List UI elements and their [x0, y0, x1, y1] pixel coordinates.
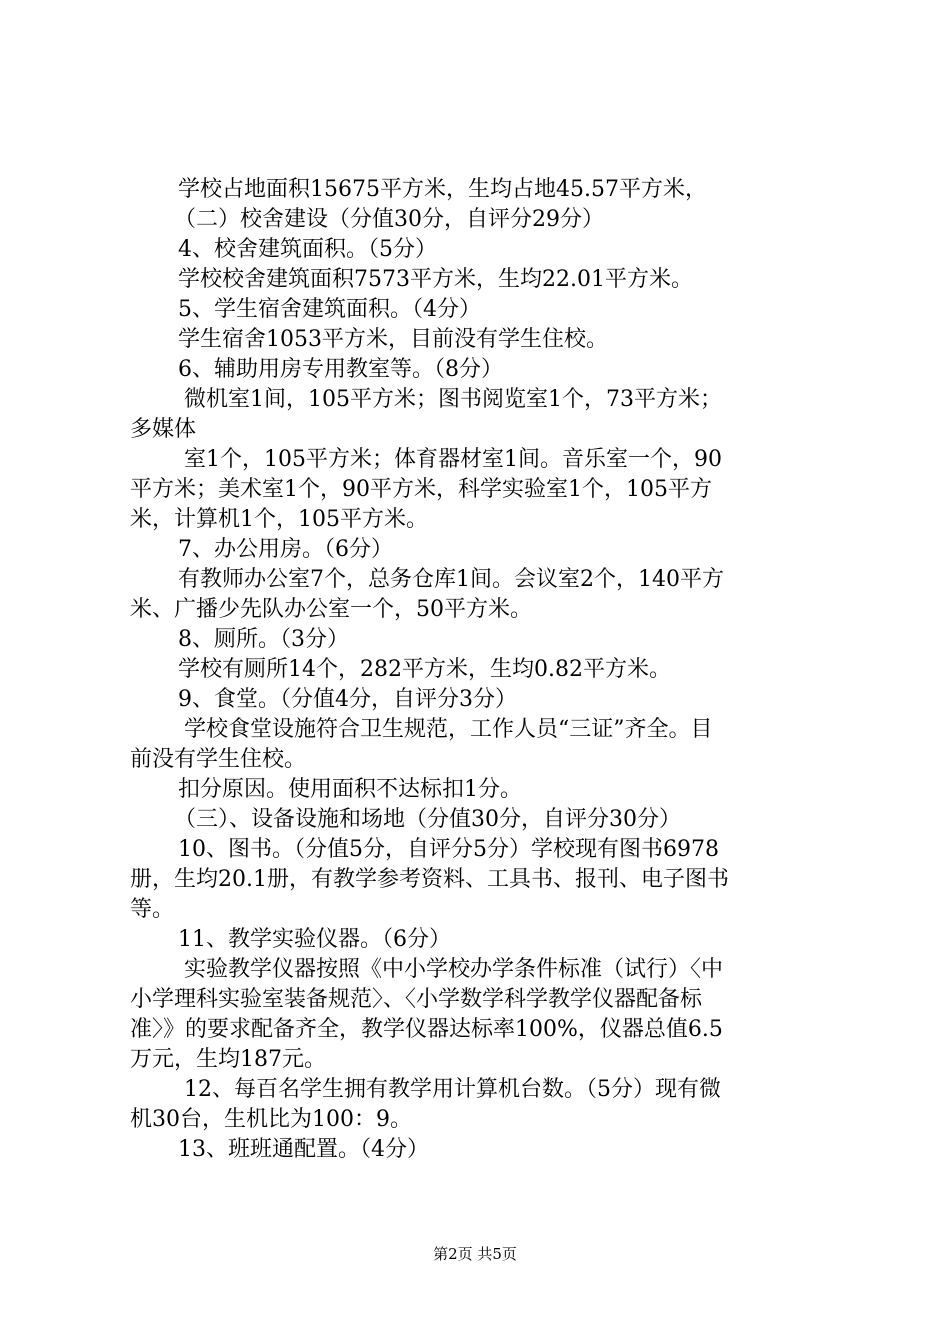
paragraph-line: 学校有厕所14个，282平方米，生均0.82平方米。	[178, 657, 671, 682]
paragraph-line: 前没有学生住校。	[130, 747, 307, 772]
paragraph-line: 学校食堂设施符合卫生规范，工作人员“三证”齐全。目	[184, 717, 713, 742]
item-heading: 12、每百名学生拥有教学用计算机台数。（5分）现有微	[184, 1077, 721, 1102]
item-heading: 6、辅助用房专用教室等。（8分）	[178, 357, 503, 382]
paragraph-line: 米、广播少先队办公室一个，50平方米。	[130, 597, 532, 622]
section-heading: （三）、设备设施和场地（分值30分，自评分30分）	[174, 807, 681, 832]
paragraph-line: 万元，生均187元。	[130, 1047, 326, 1072]
item-heading: 10、图书。（分值5分，自评分5分）学校现有图书6978	[178, 837, 719, 862]
paragraph-line: 准〉》的要求配备齐全，教学仪器达标率100%，仪器总值6.5	[130, 1017, 723, 1042]
item-heading: 9、食堂。（分值4分，自评分3分）	[178, 687, 517, 712]
paragraph-line: 多媒体	[130, 417, 197, 442]
paragraph-line: 学校占地面积15675平方米，生均占地45.57平方米，	[178, 177, 707, 202]
paragraph-line: 学校校舍建筑面积7573平方米，生均22.01平方米。	[178, 267, 693, 292]
paragraph-line: 等。	[130, 897, 175, 922]
section-heading: （二）校舍建设（分值30分，自评分29分）	[174, 207, 604, 232]
paragraph-line: 实验教学仪器按照《中小学校办学条件标准（试行）〈中	[184, 957, 724, 982]
paragraph-line: 机30台，生机比为100：9。	[130, 1107, 412, 1132]
paragraph-line: 米，计算机1个，105平方米。	[130, 507, 428, 532]
paragraph-line: 学生宿舍1053平方米，目前没有学生住校。	[178, 327, 608, 352]
paragraph-line: 小学理科实验室装备规范〉、〈小学数学科学教学仪器配备标	[130, 987, 703, 1012]
paragraph-line: 室1个，105平方米；体育器材室1间。音乐室一个，90	[184, 447, 722, 472]
item-heading: 11、教学实验仪器。（6分）	[178, 927, 451, 952]
page-footer	[0, 1244, 950, 1264]
item-heading: 13、班班通配置。（4分）	[178, 1137, 429, 1162]
item-heading: 7、办公用房。（6分）	[178, 537, 393, 562]
item-heading: 5、学生宿舍建筑面积。（4分）	[178, 297, 481, 322]
paragraph-line: 平方米；美术室1个，90平方米，科学实验室1个，105平方	[130, 477, 712, 502]
paragraph-line: 册，生均20.1册，有教学参考资料、工具书、报刊、电子图书	[130, 867, 729, 892]
document-body	[130, 175, 830, 1165]
item-heading: 4、校舍建筑面积。（5分）	[178, 237, 437, 262]
paragraph-line: 微机室1间，105平方米；图书阅览室1个，73平方米；	[184, 387, 722, 412]
item-heading: 8、厕所。（3分）	[178, 627, 349, 652]
paragraph-line: 扣分原因。使用面积不达标扣1分。	[178, 777, 522, 802]
page-number-label: 第2页 共5页	[433, 1245, 517, 1263]
paragraph-line: 有教师办公室7个，总务仓库1间。会议室2个，140平方	[178, 567, 724, 592]
